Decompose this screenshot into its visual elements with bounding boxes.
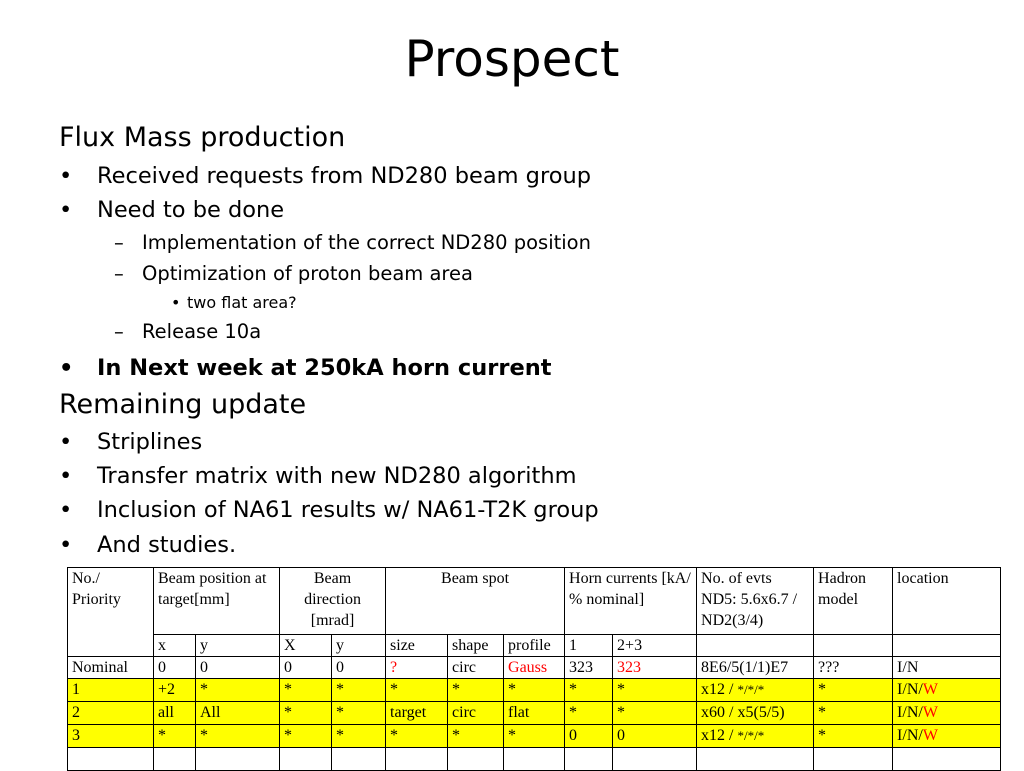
- table-cell: target: [386, 702, 448, 725]
- table-cell: *: [196, 679, 280, 702]
- section-heading-remaining: Remaining update: [59, 389, 307, 420]
- cell-text: I/N/: [897, 727, 923, 744]
- bullet-next-week: • In Next week at 250kA horn current: [97, 355, 551, 381]
- sub-header-cell: [814, 635, 893, 657]
- table-cell: *: [448, 679, 504, 702]
- table-cell: I/N: [893, 657, 1001, 679]
- table-cell: 2: [68, 702, 154, 725]
- table-row-priority-3: [68, 725, 1001, 748]
- header-beam-position: Beam position at target[mm]: [154, 568, 280, 635]
- table-cell: [68, 748, 154, 771]
- table-cell: [332, 748, 386, 771]
- table-cell: *: [386, 679, 448, 702]
- table-cell: [386, 748, 448, 771]
- table-cell: *: [332, 702, 386, 725]
- table-cell: *: [504, 679, 565, 702]
- cell-text-red: W: [922, 681, 938, 698]
- table-cell: 0: [613, 725, 697, 748]
- cell-text-small: */*/*: [737, 728, 765, 743]
- table-cell: [196, 748, 280, 771]
- bullet-striplines: • Striplines: [97, 429, 202, 455]
- table-cell: [504, 748, 565, 771]
- table-cell: *: [448, 725, 504, 748]
- table-row-empty: [68, 748, 1001, 771]
- table-cell: 0: [565, 725, 613, 748]
- sub-sub-bullet-two-flat: • two flat area?: [187, 293, 297, 312]
- bullet-inclusion-na61: • Inclusion of NA61 results w/ NA61-T2K group: [97, 497, 599, 523]
- header-no-priority: No./ Priority: [68, 568, 154, 657]
- table-cell: 3: [68, 725, 154, 748]
- table-cell: 0: [280, 657, 332, 679]
- cell-text-red: W: [922, 704, 938, 721]
- table-cell: *: [504, 725, 565, 748]
- table-cell: *: [565, 679, 613, 702]
- bullet-and-studies: • And studies.: [97, 532, 236, 558]
- table-cell: [613, 748, 697, 771]
- table-cell: [893, 748, 1001, 771]
- table-cell: [280, 748, 332, 771]
- table-cell: [154, 748, 196, 771]
- table-cell: 323: [613, 657, 697, 679]
- table-cell: [814, 748, 893, 771]
- bullet-received-requests: • Received requests from ND280 beam group: [97, 163, 591, 189]
- table-row-nominal: [68, 657, 1001, 679]
- table-cell: *: [332, 725, 386, 748]
- cell-text-red: W: [922, 727, 938, 744]
- table-cell: ???: [814, 657, 893, 679]
- table-cell: *: [613, 679, 697, 702]
- sub-header-cell: size: [386, 635, 448, 657]
- table-cell: circ: [448, 702, 504, 725]
- table-cell: Nominal: [68, 657, 154, 679]
- table-cell: 0: [332, 657, 386, 679]
- table-cell: circ: [448, 657, 504, 679]
- sub-bullet-implementation: – Implementation of the correct ND280 position: [142, 231, 591, 254]
- section-heading-flux: Flux Mass production: [59, 122, 346, 153]
- table-row-priority-2: [68, 702, 1001, 725]
- sub-header-cell: [697, 635, 814, 657]
- table-cell: +2: [154, 679, 196, 702]
- table-cell: ?: [386, 657, 448, 679]
- table-cell: *: [814, 702, 893, 725]
- table-cell: Gauss: [504, 657, 565, 679]
- sub-header-cell: [893, 635, 1001, 657]
- table-cell: [697, 679, 814, 702]
- sub-header-cell: profile: [504, 635, 565, 657]
- sub-bullet-release: – Release 10a: [142, 320, 261, 343]
- sub-header-cell: shape: [448, 635, 504, 657]
- table-row-priority-1: [68, 679, 1001, 702]
- header-horn-currents: Horn currents [kA/ % nominal]: [565, 568, 697, 635]
- slide-title: Prospect: [404, 30, 620, 88]
- sub-header-cell: y: [196, 635, 280, 657]
- table-cell: *: [332, 679, 386, 702]
- table-cell: 1: [68, 679, 154, 702]
- header-hadron-model: Hadron model: [814, 568, 893, 635]
- table-cell: [893, 725, 1001, 748]
- table-cell: [697, 725, 814, 748]
- table-cell: *: [565, 702, 613, 725]
- sub-header-cell: y: [332, 635, 386, 657]
- table-cell: All: [196, 702, 280, 725]
- table-cell: 0: [154, 657, 196, 679]
- bullet-need-to-be-done: • Need to be done: [97, 197, 284, 223]
- header-beam-spot: Beam spot: [386, 568, 565, 635]
- table-cell: *: [613, 702, 697, 725]
- table-cell: *: [814, 725, 893, 748]
- table-cell: *: [280, 702, 332, 725]
- sub-header-cell: x: [154, 635, 196, 657]
- cell-text: I/N/: [897, 681, 923, 698]
- sub-header-cell: 2+3: [613, 635, 697, 657]
- table-subheader-row: [68, 635, 1001, 657]
- table-cell: x60 / x5(5/5): [697, 702, 814, 725]
- table-cell: flat: [504, 702, 565, 725]
- sub-header-cell: 1: [565, 635, 613, 657]
- header-beam-direction: Beam direction [mrad]: [280, 568, 386, 635]
- table-cell: all: [154, 702, 196, 725]
- sub-header-cell: X: [280, 635, 332, 657]
- table-header-row: [68, 568, 1001, 635]
- table-cell: 8E6/5(1/1)E7: [697, 657, 814, 679]
- cell-text-small: */*/*: [737, 682, 765, 697]
- table-cell: *: [814, 679, 893, 702]
- table-cell: *: [386, 725, 448, 748]
- table-cell: [448, 748, 504, 771]
- cell-text: I/N/: [897, 704, 923, 721]
- configuration-table: [67, 567, 1000, 771]
- table-cell: 0: [196, 657, 280, 679]
- table-cell: [565, 748, 613, 771]
- bullet-transfer-matrix: • Transfer matrix with new ND280 algorithm: [97, 463, 577, 489]
- table-cell: [697, 748, 814, 771]
- cell-text: x12 /: [701, 727, 738, 744]
- table-cell: *: [280, 725, 332, 748]
- table-cell: [893, 679, 1001, 702]
- table-cell: *: [154, 725, 196, 748]
- table-cell: [893, 702, 1001, 725]
- table-cell: *: [196, 725, 280, 748]
- table-cell: 323: [565, 657, 613, 679]
- header-no-of-evts: No. of evts ND5: 5.6x6.7 / ND2(3/4): [697, 568, 814, 635]
- table-cell: *: [280, 679, 332, 702]
- sub-bullet-optimization: – Optimization of proton beam area: [142, 262, 473, 285]
- cell-text: x12 /: [701, 681, 738, 698]
- header-location: location: [893, 568, 1001, 635]
